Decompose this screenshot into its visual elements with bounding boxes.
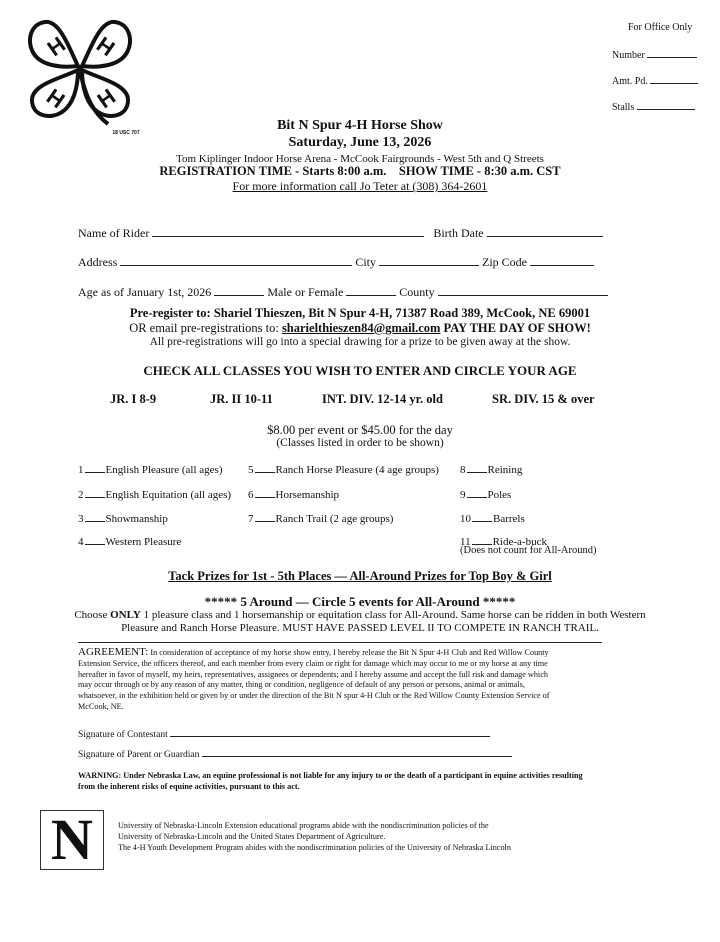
warning-text: from the inherent risks of equine activities, pursuant to this act. [78, 782, 300, 791]
class-check-field[interactable] [85, 534, 105, 545]
county-field[interactable] [438, 283, 608, 296]
all-around-rules-line2: Pleasure and Ranch Horse Pleasure. MUST HAVE PASSED LEVEL II TO COMPETE IN RANCH TRAIL. [121, 622, 599, 634]
footer-line: University of Nebraska-Lincoln Extension educational programs abide with the nondiscrimination policies of the [118, 821, 489, 830]
division-jr2[interactable]: JR. II 10-11 [210, 392, 273, 406]
agreement-text: Extension Service, the officers thereof, and each member from every claim or right for damage which may occur to me or my horse at any time [78, 658, 548, 668]
sex-field[interactable] [346, 283, 396, 296]
class-number: 6 [248, 489, 254, 501]
rules-text: 1 pleasure class and 1 horsemanship or equitation class for All-Around. Same horse can be ridden in both Western [143, 609, 646, 621]
clover-letter: H [42, 83, 70, 114]
prereg-drawing-note: All pre-registrations will go into a special drawing for a prize to be given away at the show. [149, 336, 571, 348]
class-check-field[interactable] [85, 462, 105, 473]
all-around-rules-line1 [0, 609, 720, 621]
office-stalls-field[interactable] [637, 97, 695, 110]
office-amt-label: Amt. Pd. [612, 76, 648, 87]
address-row [78, 253, 608, 270]
show-title: Bit N Spur 4-H Horse Show [277, 118, 443, 133]
office-number-label: Number [612, 50, 645, 61]
class-11-note: (Does not count for All-Around) [460, 545, 597, 556]
all-around-heading: ***** 5 Around — Circle 5 events for All-Around ***** [204, 594, 516, 609]
clover-letter: H [92, 83, 120, 114]
class-item[interactable] [78, 462, 223, 476]
show-times: REGISTRATION TIME - Starts 8:00 a.m. SHOW TIME - 8:30 a.m. CST [159, 164, 561, 178]
show-location: Tom Kiplinger Indoor Horse Arena - McCook Fairgrounds - West 5th and Q Streets [176, 153, 544, 165]
prizes-line: Tack Prizes for 1st - 5th Places — All-Around Prizes for Top Boy & Girl [168, 569, 552, 583]
contestant-signature-row [78, 727, 490, 740]
office-number-field[interactable] [647, 45, 697, 58]
class-check-field[interactable] [467, 462, 487, 473]
office-amt-row [612, 71, 716, 87]
zip-field[interactable] [530, 253, 594, 266]
age-field[interactable] [214, 283, 264, 296]
pricing-line: $8.00 per event or $45.00 for the day [267, 423, 453, 437]
class-label: English Pleasure (all ages) [105, 464, 223, 476]
agreement-text: In consideration of acceptance of my horse show entry, I hereby release the Bit N Spur 4-H Club and Red Willow County [150, 648, 549, 657]
class-check-field[interactable] [472, 511, 492, 522]
class-label: Ranch Horse Pleasure (4 age groups) [275, 464, 439, 476]
parent-signature-label: Signature of Parent or Guardian [78, 750, 200, 760]
footer-text [118, 820, 511, 853]
class-number: 1 [78, 464, 84, 476]
warning-text: WARNING: Under Nebraska Law, an equine professional is not liable for any injury to or the death of a participant in equine activities resulting [78, 771, 583, 780]
parent-signature-field[interactable] [202, 747, 512, 757]
class-check-field[interactable] [255, 487, 275, 498]
agreement-text: may occur through or by any reason of any matter, thing or condition, negligence of default of any person or persons, animal or animals, [78, 680, 525, 690]
class-item[interactable] [460, 487, 511, 501]
class-number: 11 [460, 536, 471, 548]
only-word: ONLY [110, 609, 141, 621]
footer-line: The 4-H Youth Development Program abides with the nondiscrimination policies of the University of Nebraska Lincoln [118, 843, 511, 852]
nebraska-n-letter: N [51, 807, 93, 872]
clover-letter: H [42, 31, 70, 62]
class-item[interactable] [460, 462, 522, 476]
choose-word: Choose [74, 609, 108, 621]
warning-block [78, 770, 678, 792]
class-label: Barrels [493, 513, 525, 525]
class-number: 9 [460, 489, 466, 501]
class-check-field[interactable] [85, 511, 105, 522]
division-jr1[interactable]: JR. I 8-9 [110, 392, 157, 406]
zip-label: Zip Code [482, 255, 527, 269]
office-stalls-label: Stalls [612, 102, 635, 113]
class-check-field[interactable] [255, 511, 275, 522]
class-check-field[interactable] [467, 487, 487, 498]
office-box [612, 22, 716, 113]
office-title: For Office Only [628, 22, 693, 33]
class-label: Western Pleasure [105, 536, 182, 548]
class-number: 3 [78, 513, 84, 525]
sex-label: Male or Female [267, 285, 344, 299]
class-label: Ride-a-buck [492, 536, 547, 548]
agreement-label: AGREEMENT: [78, 646, 149, 658]
age-row [78, 283, 608, 300]
class-check-field[interactable] [255, 462, 275, 473]
class-number: 7 [248, 513, 254, 525]
parent-signature-row [78, 747, 512, 760]
footer-line: University of Nebraska-Lincoln and the United States Department of Agriculture. [118, 832, 386, 841]
prereg-pay-note: PAY THE DAY OF SHOW! [443, 321, 591, 335]
class-number: 10 [460, 513, 471, 525]
class-item[interactable] [248, 511, 393, 525]
divider [78, 642, 602, 643]
prereg-address: Pre-register to: Shariel Thieszen, Bit N Spur 4-H, 71387 Road 389, McCook, NE 69001 [129, 306, 591, 320]
class-number: 4 [78, 536, 84, 548]
office-stalls-row [612, 97, 716, 113]
class-label: Ranch Trail (2 age groups) [275, 513, 394, 525]
class-item[interactable] [460, 511, 525, 525]
class-item[interactable] [78, 511, 168, 525]
class-number: 5 [248, 464, 254, 476]
agreement-text: hereafter in favor of myself, my heirs, representatives, assignees or dependents; and I hereby assume and accept the full risk and damage which [78, 669, 548, 679]
info-contact: For more information call Jo Teter at (308) 364-2601 [232, 179, 488, 193]
class-label: English Equitation (all ages) [105, 489, 232, 501]
nebraska-n-logo [40, 807, 104, 872]
birth-label: Birth Date [433, 226, 484, 240]
class-label: Horsemanship [275, 489, 340, 501]
class-number: 8 [460, 464, 466, 476]
class-check-field[interactable] [472, 534, 492, 545]
class-item[interactable] [248, 487, 339, 501]
contestant-signature-field[interactable] [170, 727, 490, 737]
agreement-text: McCook, NE. [78, 701, 124, 711]
division-sr[interactable]: SR. DIV. 15 & over [492, 392, 595, 406]
county-label: County [399, 285, 435, 299]
rider-row [78, 224, 608, 241]
class-check-field[interactable] [85, 487, 105, 498]
class-label: Reining [487, 464, 523, 476]
show-date: Saturday, June 13, 2026 [288, 135, 432, 150]
city-field[interactable] [379, 253, 479, 266]
agreement-block [78, 647, 638, 713]
class-label: Showmanship [105, 513, 168, 525]
class-item[interactable] [248, 462, 439, 476]
birth-date-field[interactable] [487, 224, 603, 237]
check-classes-heading: CHECK ALL CLASSES YOU WISH TO ENTER AND CIRCLE YOUR AGE [143, 363, 577, 378]
office-amt-field[interactable] [650, 71, 698, 84]
rider-label: Name of Rider [78, 226, 150, 240]
rider-name-field[interactable] [152, 224, 424, 237]
address-field[interactable] [120, 253, 352, 266]
class-item[interactable] [78, 534, 181, 548]
prereg-email-link[interactable]: sharielthieszen84@gmail.com [281, 321, 441, 335]
prereg-email-row [0, 321, 720, 336]
trademark-text: 18 USC 707 [112, 130, 140, 136]
address-label: Address [78, 255, 118, 269]
class-label: Poles [487, 489, 512, 501]
contestant-signature-label: Signature of Contestant [78, 730, 168, 740]
class-item[interactable] [78, 487, 231, 501]
clover-letter: H [92, 31, 120, 62]
office-number-row [612, 45, 716, 61]
age-label: Age as of January 1st, 2026 [78, 285, 212, 299]
prereg-email-prefix: OR email pre-registrations to: [129, 321, 279, 335]
division-int[interactable]: INT. DIV. 12-14 yr. old [322, 392, 443, 406]
agreement-text: whatsoever, in the exhibition held or given by or under the direction of the Bit N spur 4-H Club or the Red Willow County Extension Service of [78, 691, 550, 701]
class-number: 2 [78, 489, 84, 501]
city-label: City [355, 255, 376, 269]
pricing-order-note: (Classes listed in order to be shown) [276, 437, 444, 449]
